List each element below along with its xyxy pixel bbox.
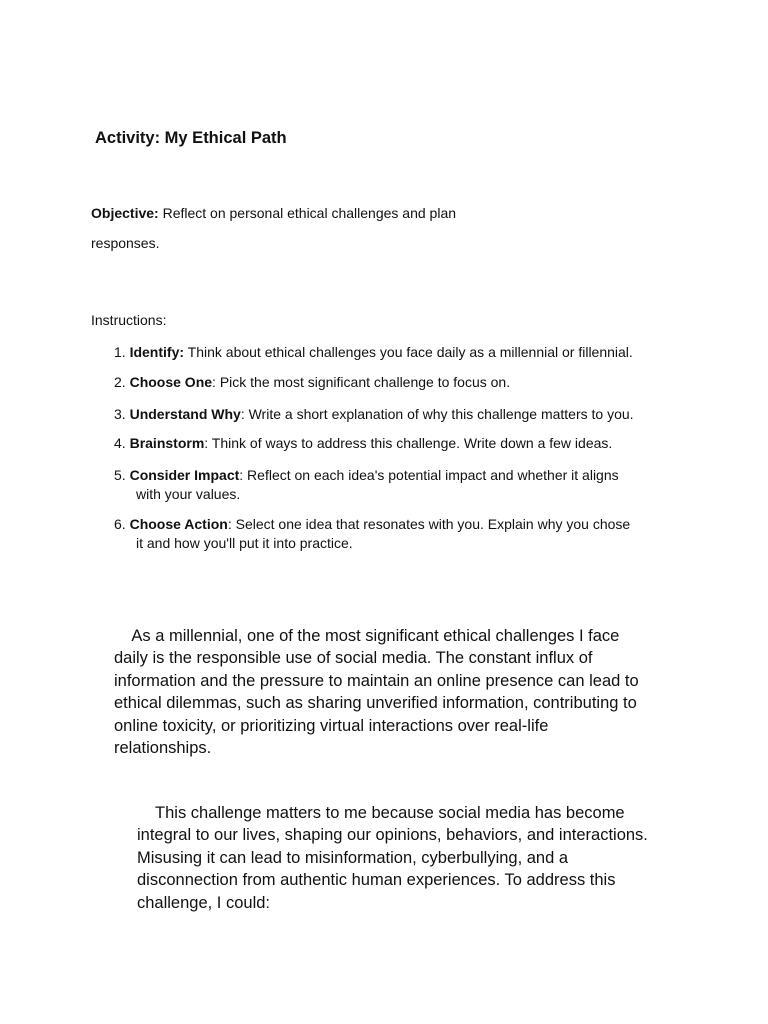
step-number: 1. [114,344,126,360]
response-paragraph-1 [114,625,639,759]
step-text: : Select one idea that resonates with you. Explain why you chose [227,516,631,532]
paragraph-line: Misusing it can lead to misinformation, cyberbullying, and a [137,848,569,867]
step-text: : Reflect on each idea's potential impact and whether it aligns [239,467,619,483]
paragraph-line: This challenge matters to me because social media has become [137,804,625,822]
paragraph-line: online toxicity, or prioritizing virtual interactions over real-life [114,716,549,735]
paragraph-line: ethical dilemmas, such as sharing unverified information, contributing to [114,694,637,713]
step-label: Brainstorm [129,435,205,451]
step-text: Think about ethical challenges you face daily as a millennial or fillennial. [184,344,633,360]
paragraph-line: relationships. [114,739,212,758]
paragraph-line: challenge, I could: [137,893,271,912]
instructions-heading: Instructions: [91,312,167,328]
instruction-step-brainstorm [114,434,612,453]
paragraph-line: information and the pressure to maintain an online presence can lead to [114,671,639,690]
step-text: : Write a short explanation of why this challenge matters to you. [240,406,634,422]
instruction-step-choose-one [114,373,510,392]
objective-text: Reflect on personal ethical challenges and plan [158,205,457,221]
objective-label: Objective: [91,205,159,221]
step-label: Choose One [129,374,213,390]
step-label: Identify: [129,344,185,360]
instruction-step-choose-action [114,515,630,553]
step-number: 4. [114,435,126,451]
instruction-step-identify [114,343,633,362]
step-text: : Pick the most significant challenge to focus on. [212,374,511,390]
step-number: 3. [114,406,126,422]
response-paragraph-2 [137,802,648,914]
paragraph-line: As a millennial, one of the most significant ethical challenges I face [114,627,620,645]
paragraph-line: integral to our lives, shaping our opinions, behaviors, and interactions. [137,826,648,845]
instruction-step-consider-impact [114,466,619,504]
step-text: : Think of ways to address this challenge. Write down a few ideas. [204,435,613,451]
paragraph-line: daily is the responsible use of social media. The constant influx of [114,649,593,668]
step-number: 2. [114,374,126,390]
step-number: 5. [114,467,126,483]
page-title: Activity: My Ethical Path [95,129,287,147]
paragraph-line: disconnection from authentic human experiences. To address this [137,871,616,890]
step-text-continued: it and how you'll put it into practice. [136,535,353,551]
step-label: Understand Why [129,406,241,422]
instruction-step-understand-why [114,405,634,424]
step-text-continued: with your values. [136,486,241,502]
step-label: Choose Action [129,516,228,532]
step-number: 6. [114,516,126,532]
objective-text-continued: responses. [91,235,160,251]
objective-block [91,198,511,258]
step-label: Consider Impact [129,467,240,483]
